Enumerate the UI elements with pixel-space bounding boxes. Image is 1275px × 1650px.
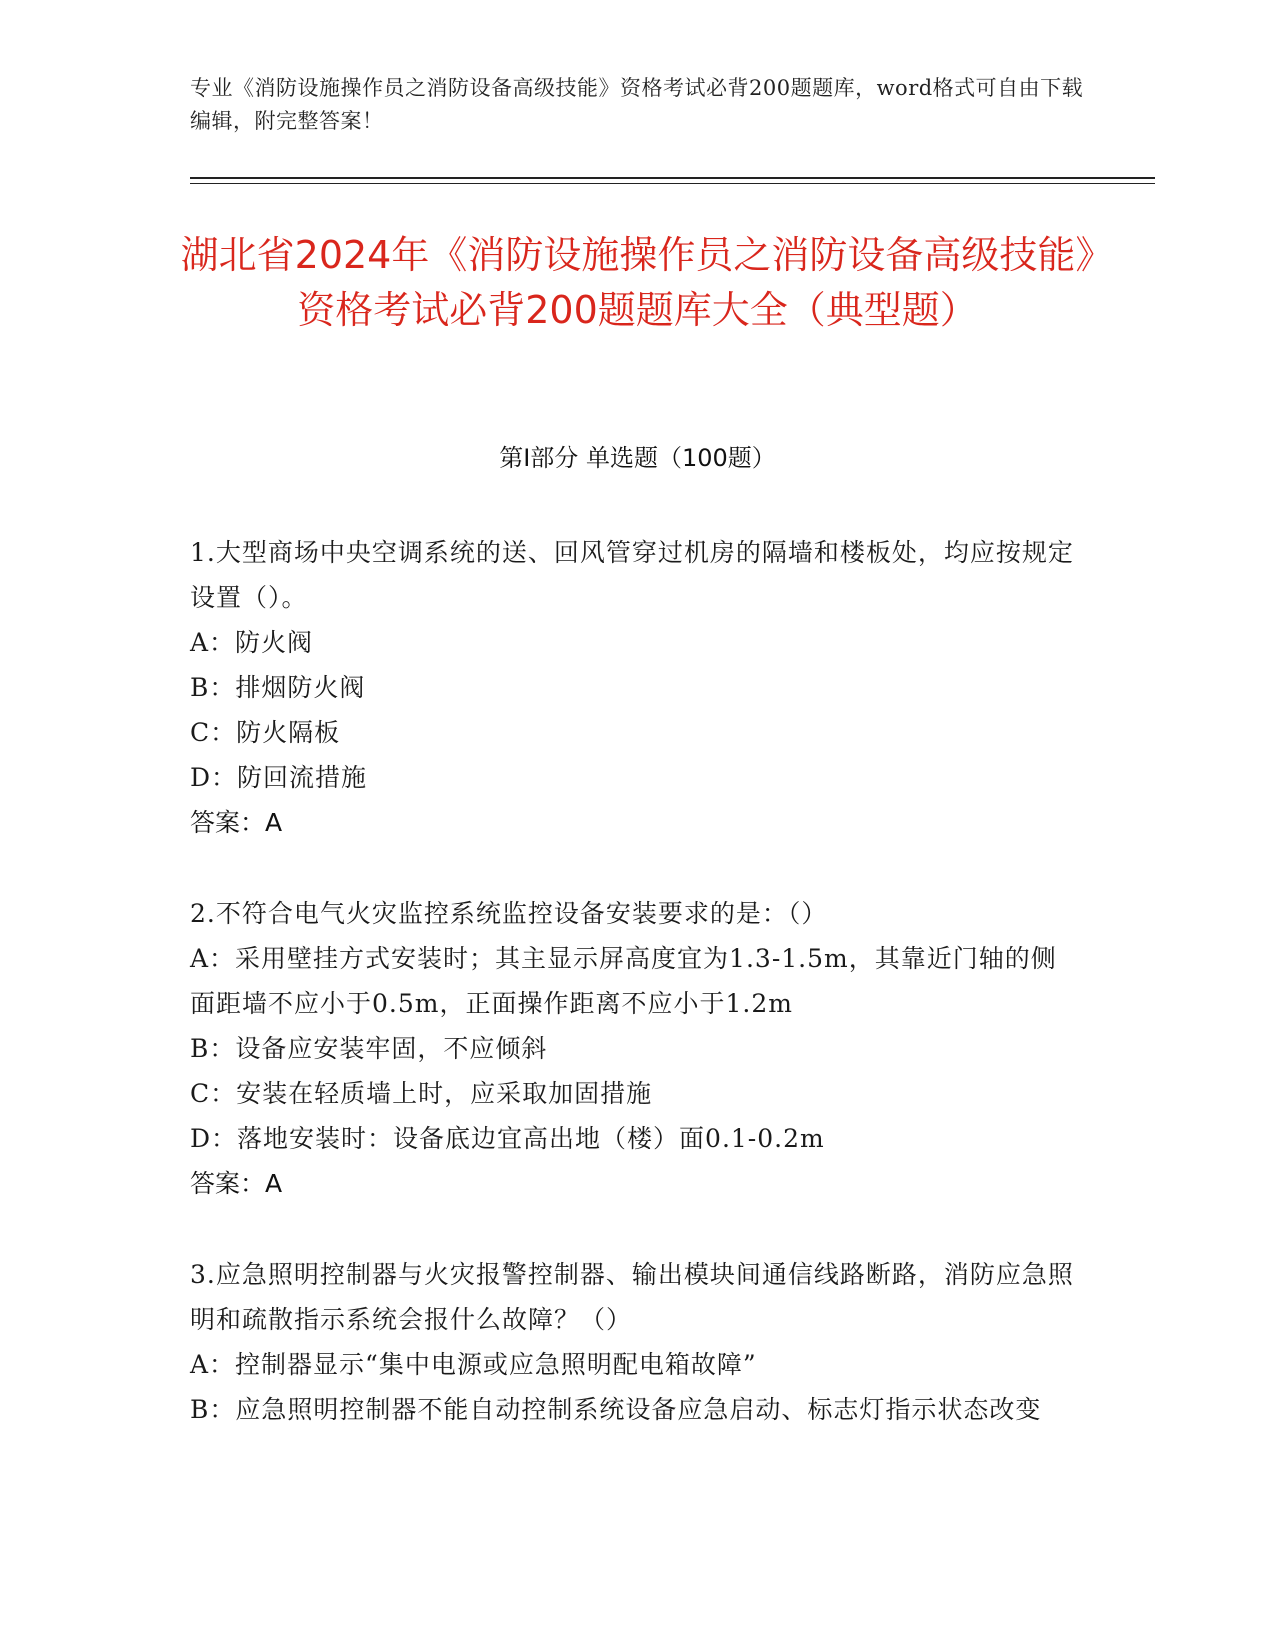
option-b: B：应急照明控制器不能自动控制系统设备应急启动、标志灯指示状态改变	[190, 1395, 1042, 1424]
answer: 答案：A	[190, 808, 283, 837]
option-c: C：安装在轻质墙上时，应采取加固措施	[190, 1079, 653, 1108]
option-a: A：控制器显示“集中电源或应急照明配电箱故障”	[190, 1350, 757, 1379]
question-list	[190, 530, 1080, 1478]
section-heading: 第Ⅰ部分 单选题（100题）	[499, 444, 776, 472]
header-rule-thin	[190, 183, 1155, 184]
option-d: D：防回流措施	[190, 763, 368, 792]
option-d: D：落地安装时：设备底边宜高出地（楼）面0.1-0.2m	[190, 1124, 825, 1153]
question-2	[190, 891, 1080, 1206]
option-b: B：设备应安装牢固，不应倾斜	[190, 1034, 548, 1063]
option-c: C：防火隔板	[190, 718, 341, 747]
header-note: 专业《消防设施操作员之消防设备高级技能》资格考试必背200题题库，word格式可自由下载编辑，附完整答案！	[190, 76, 1084, 133]
header-rule-thick	[190, 177, 1155, 179]
question-text: 2.不符合电气火灾监控系统监控设备安装要求的是：（）	[190, 899, 828, 928]
answer: 答案：A	[190, 1169, 283, 1198]
document-title: 湖北省2024年《消防设施操作员之消防设备高级技能》资格考试必背200题题库大全（典型题）	[180, 233, 1095, 332]
question-3	[190, 1252, 1080, 1432]
question-1	[190, 530, 1080, 845]
option-b: B：排烟防火阀	[190, 673, 366, 702]
question-text: 3.应急照明控制器与火灾报警控制器、输出模块间通信线路断路，消防应急照明和疏散指示系统会报什么故障？（）	[190, 1260, 1074, 1334]
option-a: A：防火阀	[190, 628, 314, 657]
option-a: A：采用壁挂方式安装时；其主显示屏高度宜为1.3-1.5m，其靠近门轴的侧面距墙不应小于0.5m，正面操作距离不应小于1.2m	[190, 944, 1057, 1018]
question-text: 1.大型商场中央空调系统的送、回风管穿过机房的隔墙和楼板处，均应按规定设置（）。	[190, 538, 1074, 612]
